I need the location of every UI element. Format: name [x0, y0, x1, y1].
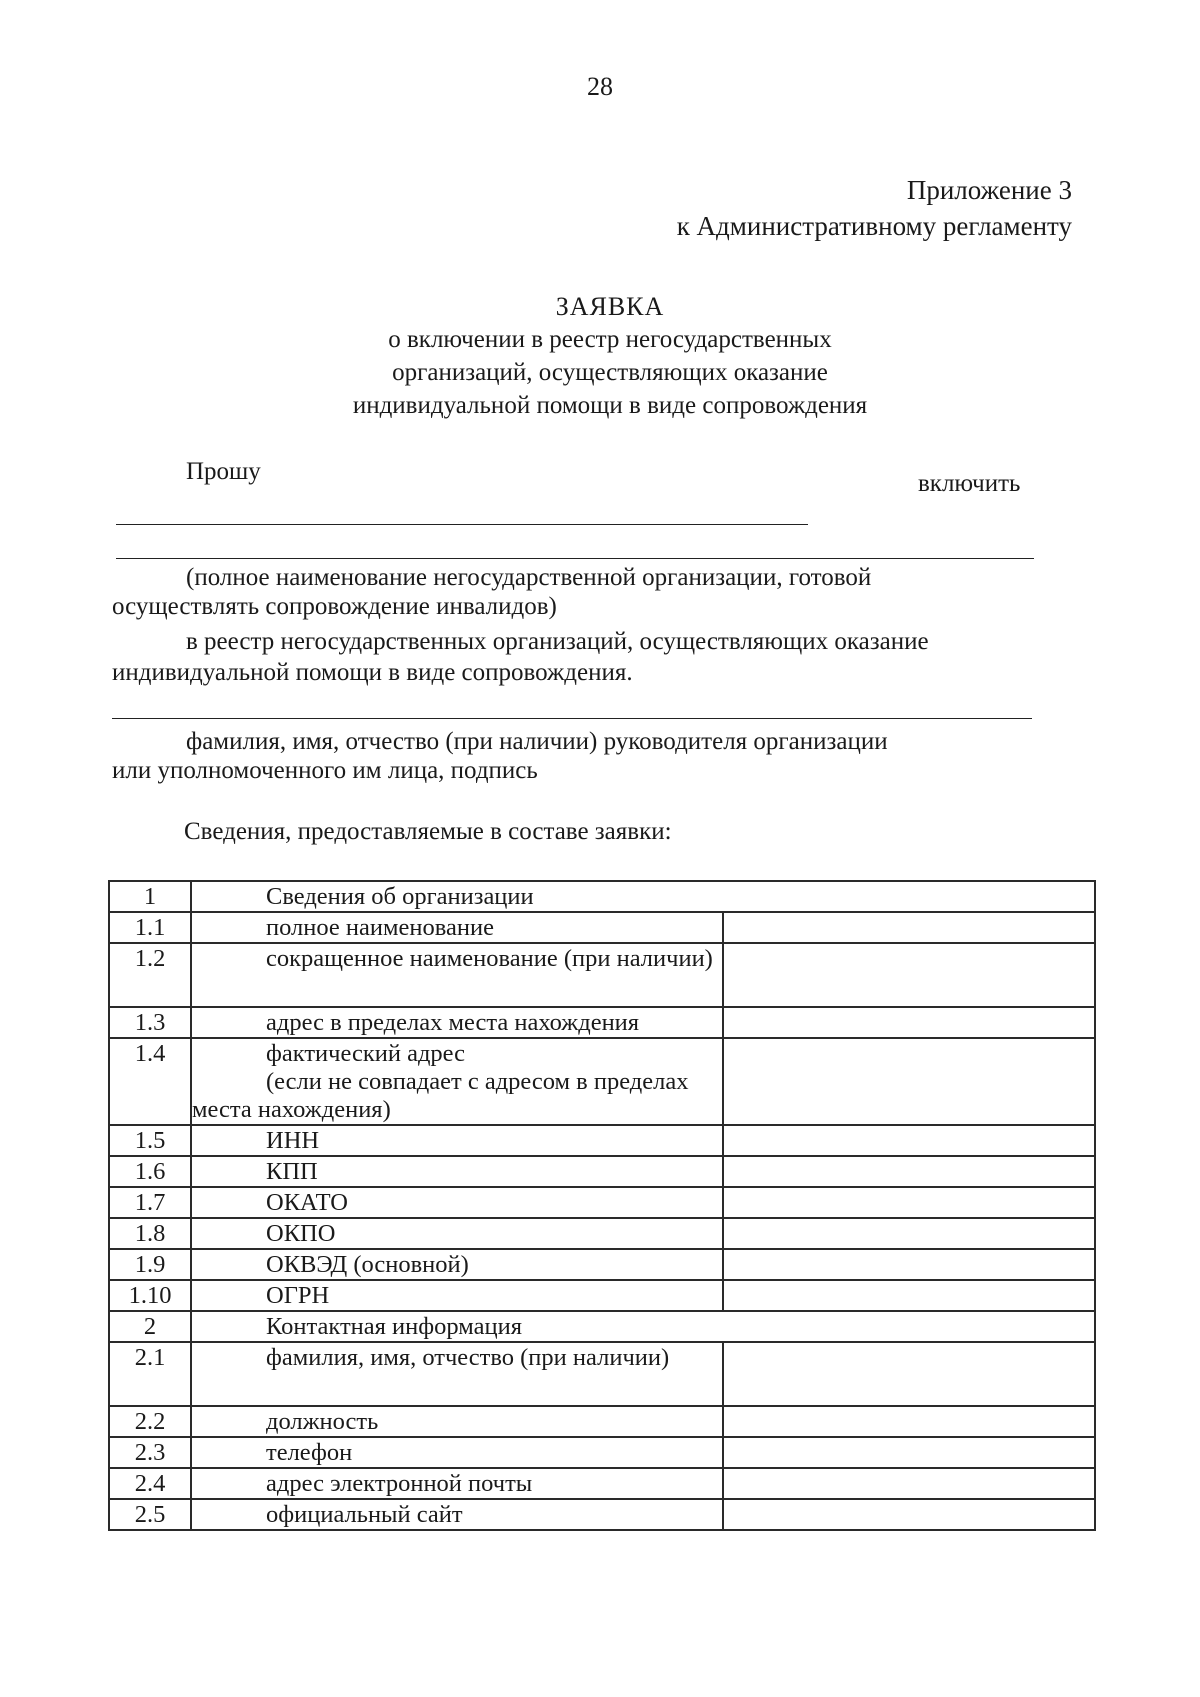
signer-hint-line-2: или уполномоченного им лица, подпись [112, 757, 538, 784]
row-value-field[interactable] [723, 1218, 1095, 1249]
row-label-block [191, 1038, 723, 1125]
include-word: включить [918, 470, 1021, 497]
row-number: 2.3 [109, 1437, 191, 1468]
table-row [109, 1218, 1095, 1249]
title-main: ЗАЯВКА [555, 292, 665, 321]
row-value-field[interactable] [723, 1038, 1095, 1125]
org-hint-line-1: (полное наименование негосударственной организации, готовой [186, 564, 872, 591]
row-label: КПП [191, 1156, 723, 1187]
appendix-header [677, 172, 1072, 244]
title-line-3: индивидуальной помощи в виде сопровождения [352, 392, 868, 419]
details-table [108, 880, 1096, 1531]
row-label: ИНН [191, 1125, 723, 1156]
row-value-field[interactable] [723, 1406, 1095, 1437]
table-row [109, 912, 1095, 943]
row-label-note: (если не совпадает с адресом в пределах места нахождения) [192, 1068, 689, 1123]
row-value-field[interactable] [723, 1499, 1095, 1530]
row-value-field[interactable] [723, 1249, 1095, 1280]
table-row [109, 1156, 1095, 1187]
table-row [109, 1187, 1095, 1218]
table-row [109, 1125, 1095, 1156]
signer-hint-line-1: фамилия, имя, отчество (при наличии) руководителя организации [186, 728, 888, 755]
org-name-line-1 [116, 524, 808, 525]
request-word: Прошу [186, 458, 261, 485]
row-label: ОГРН [191, 1280, 723, 1311]
row-number: 1.9 [109, 1249, 191, 1280]
row-value-field[interactable] [723, 943, 1095, 1007]
row-label: телефон [191, 1437, 723, 1468]
row-number: 2.2 [109, 1406, 191, 1437]
row-value-field[interactable] [723, 1156, 1095, 1187]
row-value-field[interactable] [723, 912, 1095, 943]
page-number: 28 [587, 72, 613, 101]
table-row [109, 1342, 1095, 1406]
table-row [109, 1007, 1095, 1038]
row-number: 2.1 [109, 1342, 191, 1406]
row-label: фактический адрес [266, 1040, 466, 1067]
appendix-line-1: Приложение 3 [906, 175, 1072, 205]
row-label: ОКПО [191, 1218, 723, 1249]
row-number: 2.5 [109, 1499, 191, 1530]
table-row [109, 1038, 1095, 1125]
table-row [109, 1249, 1095, 1280]
row-label: должность [191, 1406, 723, 1437]
row-value-field[interactable] [723, 1187, 1095, 1218]
row-value-field[interactable] [723, 1007, 1095, 1038]
table-row [109, 1499, 1095, 1530]
row-label: сокращенное наименование (при наличии) [191, 943, 723, 1007]
section-title: Контактная информация [191, 1311, 1095, 1342]
section-number: 1 [109, 881, 191, 912]
row-number: 1.1 [109, 912, 191, 943]
table-row [109, 1280, 1095, 1311]
table-row [109, 1437, 1095, 1468]
row-label: фамилия, имя, отчество (при наличии) [191, 1342, 723, 1406]
row-number: 2.4 [109, 1468, 191, 1499]
row-number: 1.6 [109, 1156, 191, 1187]
row-label: ОКАТО [191, 1187, 723, 1218]
table-row [109, 1406, 1095, 1437]
row-value-field[interactable] [723, 1468, 1095, 1499]
org-hint-line-2: осуществлять сопровождение инвалидов) [112, 593, 557, 620]
table-section-row [109, 1311, 1095, 1342]
row-number: 1.10 [109, 1280, 191, 1311]
row-value-field[interactable] [723, 1342, 1095, 1406]
table-section-row [109, 881, 1095, 912]
row-value-field[interactable] [723, 1437, 1095, 1468]
title-line-2: организаций, осуществляющих оказание [392, 359, 828, 386]
row-number: 1.2 [109, 943, 191, 1007]
title-line-1: о включении в реестр негосударственных [388, 326, 832, 353]
registry-line-1: в реестр негосударственных организаций, осуществляющих оказание [186, 628, 929, 655]
row-value-field[interactable] [723, 1125, 1095, 1156]
row-number: 1.8 [109, 1218, 191, 1249]
registry-line-2: индивидуальной помощи в виде сопровождения. [112, 659, 633, 686]
appendix-line-2: к Административному регламенту [676, 211, 1072, 241]
table-row [109, 943, 1095, 1007]
row-number: 1.7 [109, 1187, 191, 1218]
row-number: 1.3 [109, 1007, 191, 1038]
row-value-field[interactable] [723, 1280, 1095, 1311]
row-label: официальный сайт [191, 1499, 723, 1530]
signature-line [112, 718, 1032, 719]
table-row [109, 1468, 1095, 1499]
section-number: 2 [109, 1311, 191, 1342]
section-title: Сведения об организации [191, 881, 1095, 912]
row-label: адрес в пределах места нахождения [191, 1007, 723, 1038]
row-label: ОКВЭД (основной) [191, 1249, 723, 1280]
document-title [200, 290, 1020, 422]
row-label: полное наименование [191, 912, 723, 943]
row-number: 1.5 [109, 1125, 191, 1156]
details-intro: Сведения, предоставляемые в составе заявки: [184, 818, 672, 845]
org-name-line-2 [116, 558, 1034, 559]
row-label: адрес электронной почты [191, 1468, 723, 1499]
row-number: 1.4 [109, 1038, 191, 1125]
